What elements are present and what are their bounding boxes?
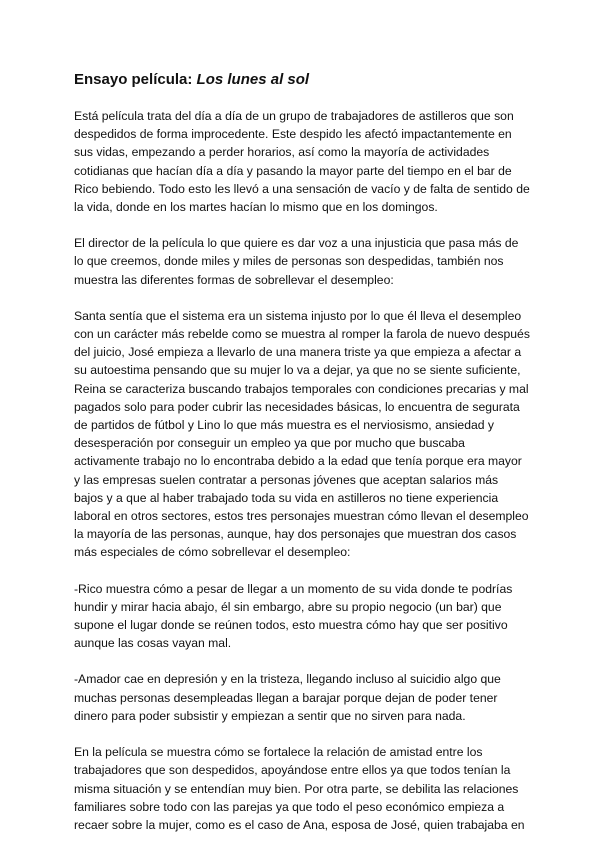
title-prefix: Ensayo película: [74, 71, 197, 88]
paragraph-intro: Está película trata del día a día de un grupo de trabajadores de astilleros que son despedidos de forma improcedente. Este despido les afectó impactantemente en sus vidas, empezando a perder horarios, así como la mayoría de actividades cotidianas que hacían día a día y pasando la mayor parte del tiempo en el bar de Rico bebiendo. Todo esto les llevó a una sensación de vacío y de falta de sentido de la vida, donde en los martes hacían lo mismo que en los domingos. [74, 109, 530, 215]
title-film-name: Los lunes al sol [196, 71, 310, 88]
paragraph-amador: -Amador cae en depresión y en la tristeza, llegando incluso al suicidio algo que muchas personas desempleadas llegan a barajar porque dejan de poder tener dinero para poder subsistir y empiezan a sentir que no sirven para nada. [74, 672, 501, 723]
document-title [74, 70, 530, 90]
paragraph-director: El director de la película lo que quiere es dar voz a una injusticia que pasa más de lo que creemos, donde miles y miles de personas son despedidas, también nos muestra las diferentes formas de sobrellevar el desempleo: [74, 236, 519, 287]
document-page [74, 70, 530, 852]
paragraph-characters: Santa sentía que el sistema era un sistema injusto por lo que él lleva el desempleo con un carácter más rebelde como se muestra al romper la farola de nuevo después del juicio, José empieza a llevarlo de una manera triste ya que empieza a afectar a su autoestima pensando que su mujer lo va a dejar, ya que no se siente suficiente, Reina se caracteriza buscando trabajos temporales con condiciones precarias y mal pagados solo para poder cubrir las necesidades básicas, lo encuentra de segurata de partidos de fútbol y Lino lo que más muestra es el nerviosismo, ansiedad y desesperación por conseguir un empleo ya que por mucho que buscaba activamente trabajo no lo encontraba debido a la edad que tenía porque era mayor y las empresas suelen contratar a personas jóvenes que aceptan salarios más bajos y a que al haber trabajado toda su vida en astilleros no tiene experiencia laboral en otros sectores, estos tres personajes muestran cómo llevan el desempleo la mayoría de las personas, aunque, hay dos personajes que muestran dos casos más especiales de cómo sobrellevar el desempleo: [74, 308, 530, 560]
paragraph-rico: -Rico muestra cómo a pesar de llegar a un momento de su vida donde te podrías hundir y mirar hacia abajo, él sin embargo, abre su propio negocio (un bar) que supone el lugar donde se reúnen todos, esto muestra cómo hay que ser positivo aunque las cosas vayan mal. [74, 581, 513, 651]
paragraph-relationships: En la película se muestra cómo se fortalece la relación de amistad entre los trabajadores que son despedidos, apoyándose entre ellos ya que todos tenían la misma situación y se entendían muy bien. Por otra parte, se debilita las relaciones familiares sobre todo con las parejas ya que todo el peso económico empieza a recaer sobre la mujer, como es el caso de Ana, esposa de José, quien trabajaba en [74, 745, 525, 832]
